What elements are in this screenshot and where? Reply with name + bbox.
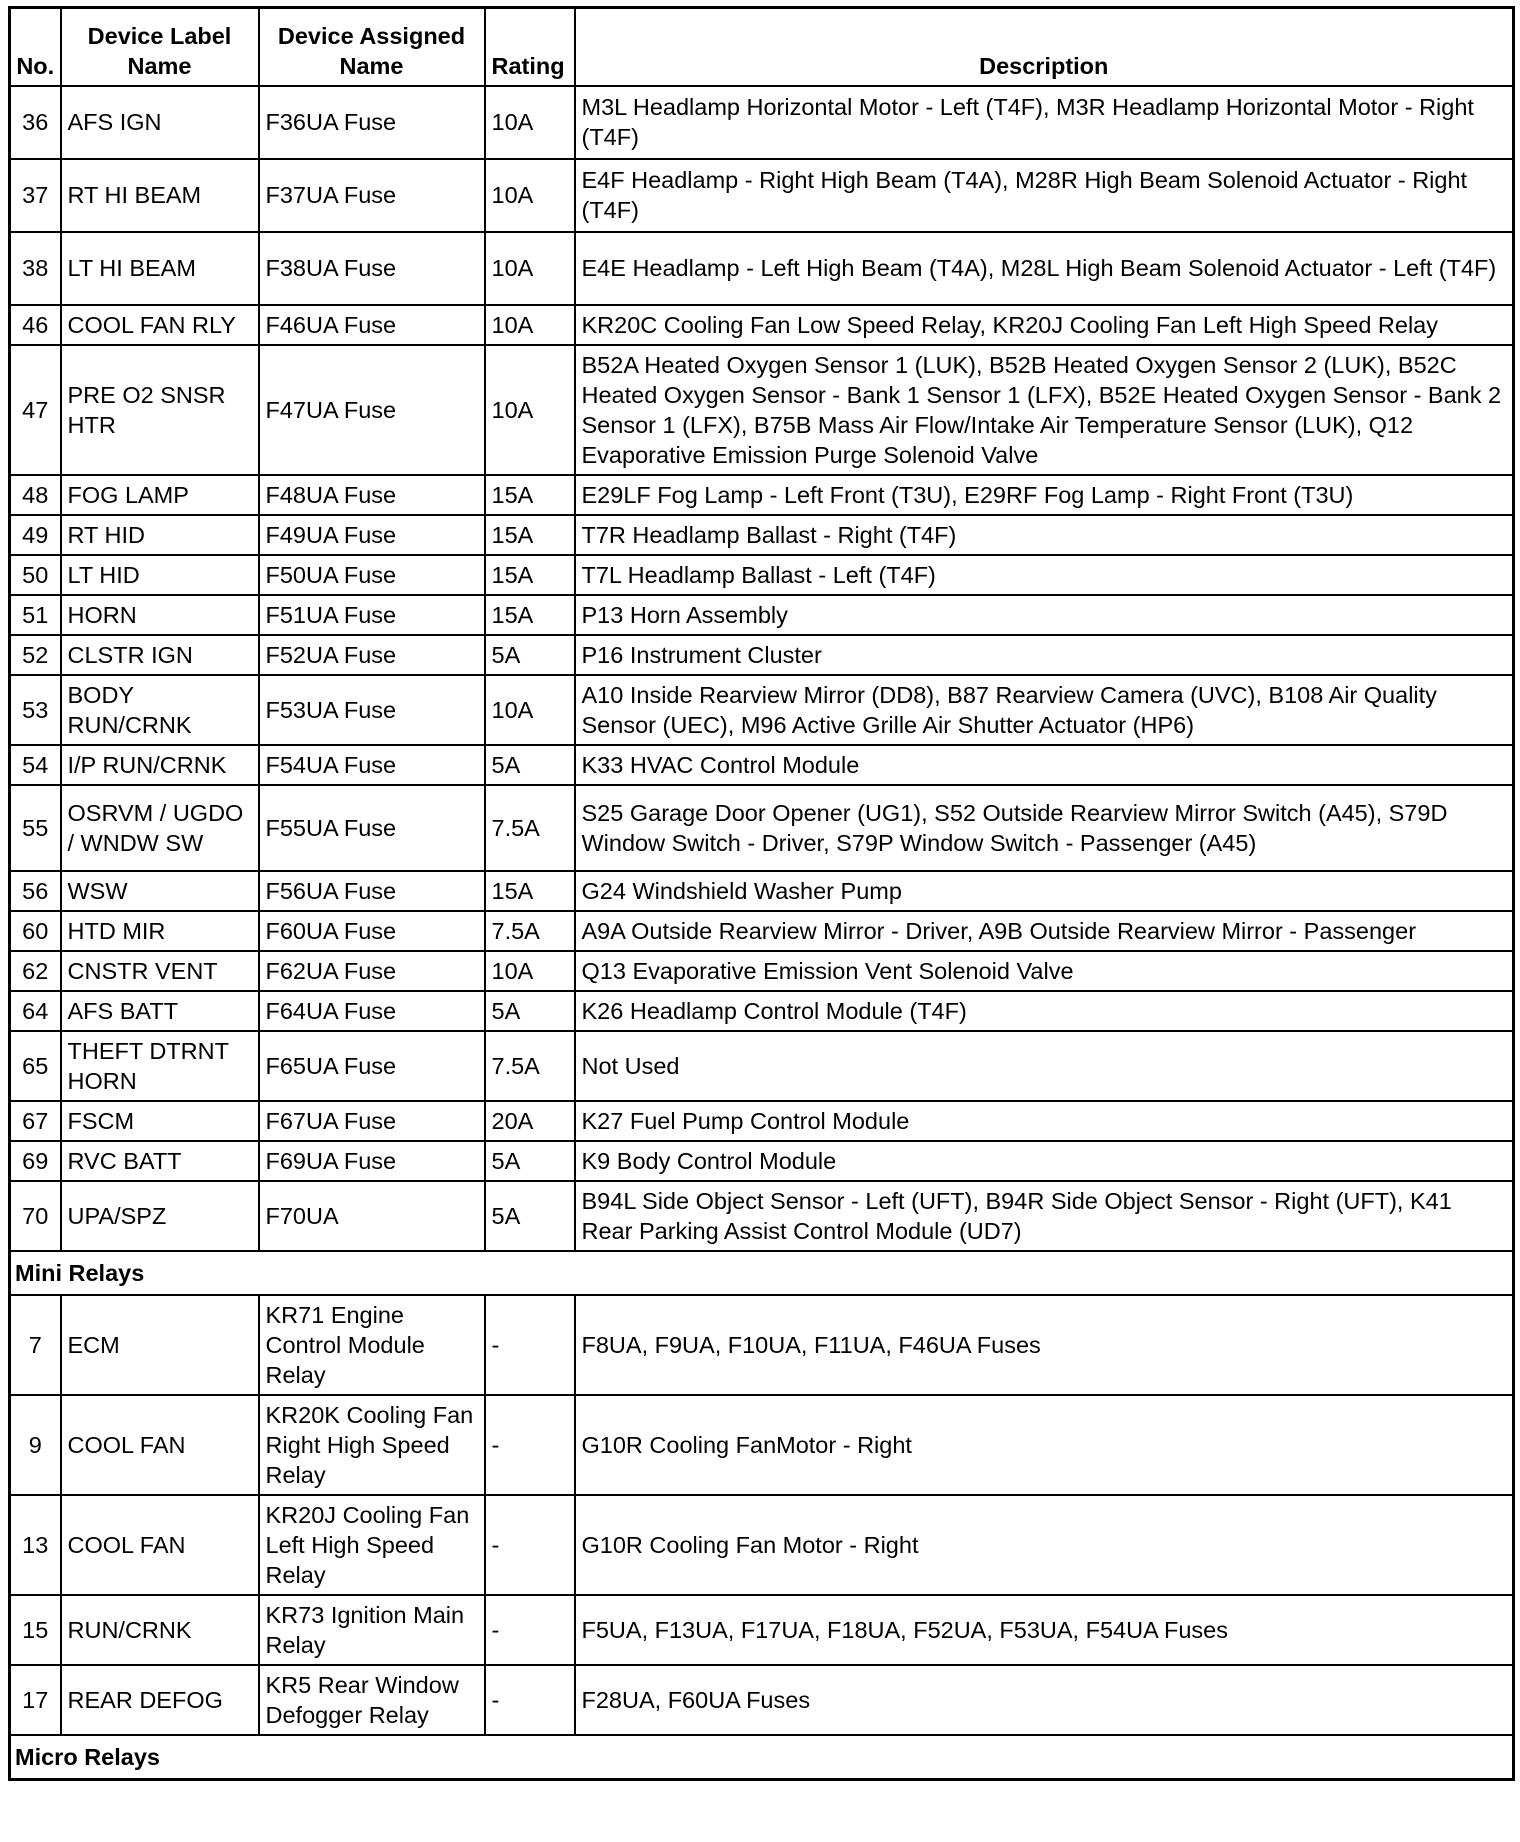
cell-device-assigned: F69UA Fuse [259, 1141, 485, 1181]
header-rating: Rating [485, 8, 575, 86]
cell-rating: 10A [485, 86, 575, 159]
cell-device-assigned: F60UA Fuse [259, 911, 485, 951]
cell-rating: - [485, 1395, 575, 1495]
cell-device-label: ECM [61, 1295, 259, 1395]
table-row [10, 1101, 1514, 1141]
cell-rating: 10A [485, 675, 575, 745]
cell-device-label: FOG LAMP [61, 475, 259, 515]
section-row [10, 1251, 1514, 1295]
cell-no: 47 [10, 345, 61, 475]
cell-device-label: LT HID [61, 555, 259, 595]
cell-device-label: LT HI BEAM [61, 232, 259, 305]
cell-description: K9 Body Control Module [575, 1141, 1514, 1181]
table-row [10, 745, 1514, 785]
table-row [10, 675, 1514, 745]
cell-device-label: AFS BATT [61, 991, 259, 1031]
cell-rating: - [485, 1295, 575, 1395]
cell-description: F28UA, F60UA Fuses [575, 1665, 1514, 1735]
cell-device-label: PRE O2 SNSR HTR [61, 345, 259, 475]
section-heading: Mini Relays [10, 1251, 1514, 1295]
cell-rating: 15A [485, 871, 575, 911]
cell-device-label: HTD MIR [61, 911, 259, 951]
cell-rating: 20A [485, 1101, 575, 1141]
cell-rating: 5A [485, 635, 575, 675]
table-row [10, 871, 1514, 911]
cell-rating: 5A [485, 745, 575, 785]
table-row [10, 1181, 1514, 1251]
cell-no: 46 [10, 305, 61, 345]
cell-device-assigned: F46UA Fuse [259, 305, 485, 345]
cell-device-assigned: F55UA Fuse [259, 785, 485, 871]
cell-no: 48 [10, 475, 61, 515]
cell-no: 67 [10, 1101, 61, 1141]
cell-description: G24 Windshield Washer Pump [575, 871, 1514, 911]
cell-description: M3L Headlamp Horizontal Motor - Left (T4F), M3R Headlamp Horizontal Motor - Right (T4F) [575, 86, 1514, 159]
table-row [10, 232, 1514, 305]
table-row [10, 515, 1514, 555]
cell-no: 70 [10, 1181, 61, 1251]
cell-device-assigned: F53UA Fuse [259, 675, 485, 745]
cell-description: T7L Headlamp Ballast - Left (T4F) [575, 555, 1514, 595]
cell-rating: 15A [485, 475, 575, 515]
table-row [10, 345, 1514, 475]
cell-rating: 5A [485, 991, 575, 1031]
cell-no: 52 [10, 635, 61, 675]
cell-no: 69 [10, 1141, 61, 1181]
cell-device-label: THEFT DTRNT HORN [61, 1031, 259, 1101]
cell-description: Not Used [575, 1031, 1514, 1101]
table-row [10, 86, 1514, 159]
cell-device-label: WSW [61, 871, 259, 911]
cell-device-assigned: KR5 Rear Window Defogger Relay [259, 1665, 485, 1735]
cell-device-assigned: KR20K Cooling Fan Right High Speed Relay [259, 1395, 485, 1495]
cell-device-label: COOL FAN [61, 1395, 259, 1495]
cell-device-label: BODY RUN/CRNK [61, 675, 259, 745]
cell-no: 9 [10, 1395, 61, 1495]
cell-device-assigned: F67UA Fuse [259, 1101, 485, 1141]
cell-rating: - [485, 1495, 575, 1595]
cell-no: 51 [10, 595, 61, 635]
table-row [10, 911, 1514, 951]
cell-device-assigned: F36UA Fuse [259, 86, 485, 159]
cell-no: 17 [10, 1665, 61, 1735]
table-row [10, 475, 1514, 515]
cell-rating: 15A [485, 515, 575, 555]
cell-no: 54 [10, 745, 61, 785]
cell-device-assigned: F56UA Fuse [259, 871, 485, 911]
cell-description: P16 Instrument Cluster [575, 635, 1514, 675]
cell-description: F8UA, F9UA, F10UA, F11UA, F46UA Fuses [575, 1295, 1514, 1395]
table-row [10, 555, 1514, 595]
cell-rating: 5A [485, 1181, 575, 1251]
cell-rating: 10A [485, 305, 575, 345]
cell-device-assigned: F47UA Fuse [259, 345, 485, 475]
cell-description: E29LF Fog Lamp - Left Front (T3U), E29RF Fog Lamp - Right Front (T3U) [575, 475, 1514, 515]
cell-description: K27 Fuel Pump Control Module [575, 1101, 1514, 1141]
cell-device-label: I/P RUN/CRNK [61, 745, 259, 785]
cell-rating: 10A [485, 232, 575, 305]
cell-device-label: RT HID [61, 515, 259, 555]
cell-device-label: OSRVM / UGDO / WNDW SW [61, 785, 259, 871]
cell-device-label: UPA/SPZ [61, 1181, 259, 1251]
cell-device-label: HORN [61, 595, 259, 635]
cell-device-label: COOL FAN [61, 1495, 259, 1595]
cell-no: 50 [10, 555, 61, 595]
cell-device-assigned: F38UA Fuse [259, 232, 485, 305]
cell-description: P13 Horn Assembly [575, 595, 1514, 635]
cell-device-label: RT HI BEAM [61, 159, 259, 232]
cell-device-assigned: KR71 Engine Control Module Relay [259, 1295, 485, 1395]
cell-no: 64 [10, 991, 61, 1031]
cell-description: B94L Side Object Sensor - Left (UFT), B94R Side Object Sensor - Right (UFT), K41 Rear Parking Assist Control Module (UD7) [575, 1181, 1514, 1251]
table-row [10, 1141, 1514, 1181]
header-device-assigned-name: Device Assigned Name [259, 8, 485, 86]
fuse-relay-table [8, 6, 1515, 1781]
cell-device-assigned: F48UA Fuse [259, 475, 485, 515]
cell-description: E4F Headlamp - Right High Beam (T4A), M28R High Beam Solenoid Actuator - Right (T4F) [575, 159, 1514, 232]
header-no: No. [10, 8, 61, 86]
cell-device-assigned: F37UA Fuse [259, 159, 485, 232]
cell-description: S25 Garage Door Opener (UG1), S52 Outside Rearview Mirror Switch (A45), S79D Window Switch - Driver, S79P Window Switch - Passenger (A45) [575, 785, 1514, 871]
header-description: Description [575, 8, 1514, 86]
table-row [10, 1031, 1514, 1101]
cell-description: KR20C Cooling Fan Low Speed Relay, KR20J Cooling Fan Left High Speed Relay [575, 305, 1514, 345]
table-row [10, 1665, 1514, 1735]
cell-device-assigned: KR20J Cooling Fan Left High Speed Relay [259, 1495, 485, 1595]
cell-device-label: REAR DEFOG [61, 1665, 259, 1735]
table-header-row [10, 8, 1514, 86]
cell-description: T7R Headlamp Ballast - Right (T4F) [575, 515, 1514, 555]
cell-rating: 7.5A [485, 785, 575, 871]
cell-no: 36 [10, 86, 61, 159]
table-row [10, 1395, 1514, 1495]
cell-rating: - [485, 1595, 575, 1665]
cell-device-label: CNSTR VENT [61, 951, 259, 991]
section-heading: Micro Relays [10, 1735, 1514, 1780]
cell-device-assigned: F62UA Fuse [259, 951, 485, 991]
cell-no: 15 [10, 1595, 61, 1665]
cell-no: 55 [10, 785, 61, 871]
cell-device-label: AFS IGN [61, 86, 259, 159]
cell-device-assigned: F54UA Fuse [259, 745, 485, 785]
table-row [10, 159, 1514, 232]
table-row [10, 1595, 1514, 1665]
cell-description: B52A Heated Oxygen Sensor 1 (LUK), B52B Heated Oxygen Sensor 2 (LUK), B52C Heated Oxygen Sensor - Bank 1 Sensor 1 (LFX), B52E Heated Oxygen Sensor - Bank 2 Sensor 1 (LFX), B75B Mass Air Flow/Intake Air Temperature Sensor (LUK), Q12 Evaporative Emission Purge Solenoid Valve [575, 345, 1514, 475]
cell-description: F5UA, F13UA, F17UA, F18UA, F52UA, F53UA, F54UA Fuses [575, 1595, 1514, 1665]
cell-device-assigned: F65UA Fuse [259, 1031, 485, 1101]
cell-no: 13 [10, 1495, 61, 1595]
header-device-label-name: Device Label Name [61, 8, 259, 86]
cell-description: A10 Inside Rearview Mirror (DD8), B87 Rearview Camera (UVC), B108 Air Quality Sensor (UEC), M96 Active Grille Air Shutter Actuator (HP6) [575, 675, 1514, 745]
cell-device-assigned: F49UA Fuse [259, 515, 485, 555]
cell-rating: 15A [485, 555, 575, 595]
cell-device-assigned: F51UA Fuse [259, 595, 485, 635]
cell-no: 37 [10, 159, 61, 232]
cell-rating: 7.5A [485, 911, 575, 951]
cell-rating: 7.5A [485, 1031, 575, 1101]
cell-device-assigned: F70UA [259, 1181, 485, 1251]
table-body [10, 86, 1514, 1780]
cell-rating: 5A [485, 1141, 575, 1181]
cell-rating: 15A [485, 595, 575, 635]
cell-device-label: CLSTR IGN [61, 635, 259, 675]
cell-rating: 10A [485, 159, 575, 232]
cell-no: 7 [10, 1295, 61, 1395]
cell-description: K33 HVAC Control Module [575, 745, 1514, 785]
cell-rating: 10A [485, 951, 575, 991]
table-row [10, 1495, 1514, 1595]
table-row [10, 1295, 1514, 1395]
table-row [10, 991, 1514, 1031]
cell-device-label: RUN/CRNK [61, 1595, 259, 1665]
document-page [8, 6, 1512, 1781]
cell-device-assigned: KR73 Ignition Main Relay [259, 1595, 485, 1665]
cell-description: G10R Cooling Fan Motor - Right [575, 1495, 1514, 1595]
cell-no: 49 [10, 515, 61, 555]
cell-description: A9A Outside Rearview Mirror - Driver, A9B Outside Rearview Mirror - Passenger [575, 911, 1514, 951]
cell-rating: 10A [485, 345, 575, 475]
cell-rating: - [485, 1665, 575, 1735]
cell-no: 65 [10, 1031, 61, 1101]
cell-device-assigned: F52UA Fuse [259, 635, 485, 675]
cell-no: 60 [10, 911, 61, 951]
table-row [10, 595, 1514, 635]
cell-description: G10R Cooling FanMotor - Right [575, 1395, 1514, 1495]
cell-device-label: COOL FAN RLY [61, 305, 259, 345]
cell-description: K26 Headlamp Control Module (T4F) [575, 991, 1514, 1031]
cell-device-assigned: F50UA Fuse [259, 555, 485, 595]
cell-description: E4E Headlamp - Left High Beam (T4A), M28L High Beam Solenoid Actuator - Left (T4F) [575, 232, 1514, 305]
table-row [10, 951, 1514, 991]
cell-device-label: RVC BATT [61, 1141, 259, 1181]
table-row [10, 635, 1514, 675]
cell-no: 38 [10, 232, 61, 305]
cell-device-label: FSCM [61, 1101, 259, 1141]
cell-no: 53 [10, 675, 61, 745]
cell-device-assigned: F64UA Fuse [259, 991, 485, 1031]
cell-description: Q13 Evaporative Emission Vent Solenoid Valve [575, 951, 1514, 991]
section-row [10, 1735, 1514, 1780]
cell-no: 62 [10, 951, 61, 991]
table-row [10, 305, 1514, 345]
table-row [10, 785, 1514, 871]
cell-no: 56 [10, 871, 61, 911]
